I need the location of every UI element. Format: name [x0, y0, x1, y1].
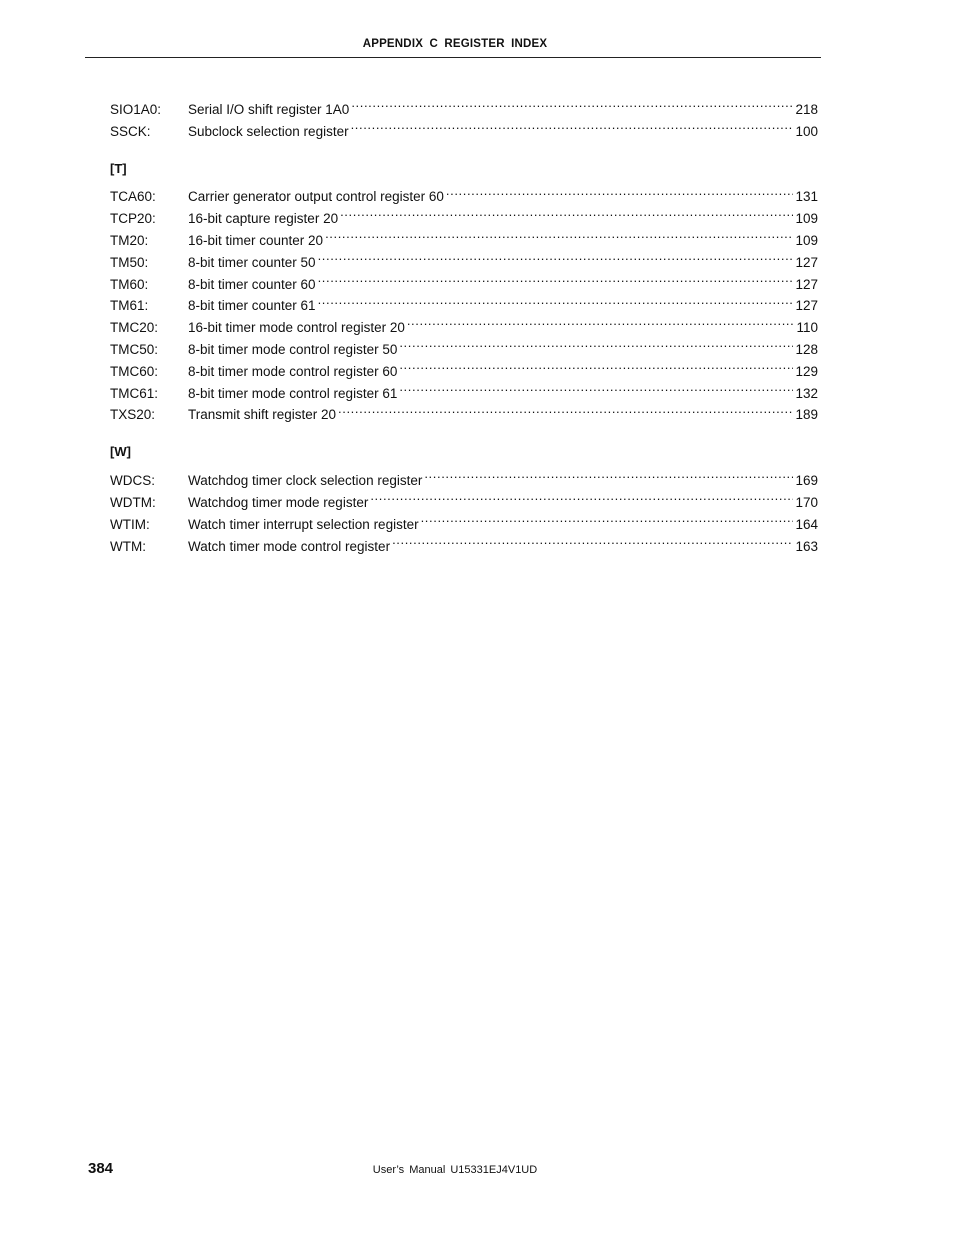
dot-leader — [351, 114, 794, 136]
page-reference: 127 — [795, 254, 818, 270]
register-description: 16-bit timer counter 20 — [188, 232, 324, 248]
dot-leader — [446, 180, 794, 202]
register-abbreviation: WTIM: — [110, 516, 150, 532]
dot-leader — [338, 398, 793, 420]
register-description: Watchdog timer clock selection register — [188, 473, 423, 489]
register-abbreviation: TCP20: — [110, 211, 156, 227]
dot-leader — [399, 332, 793, 354]
header-divider — [85, 57, 821, 58]
register-abbreviation: TM61: — [110, 298, 149, 314]
register-abbreviation: SSCK: — [110, 123, 151, 139]
dot-leader — [399, 376, 793, 398]
register-description: 8-bit timer mode control register 60 — [188, 363, 398, 379]
page-reference: 109 — [795, 232, 818, 248]
register-description: Watchdog timer mode register — [188, 494, 369, 510]
register-description: Carrier generator output control register 60 — [188, 189, 444, 205]
register-abbreviation: TCA60: — [110, 189, 156, 205]
dot-leader — [325, 223, 793, 245]
page-header-title: APPENDIX C REGISTER INDEX — [362, 38, 548, 50]
register-description: Serial I/O shift register 1A0 — [188, 101, 350, 117]
register-description: Watch timer mode control register — [188, 538, 391, 554]
dot-leader — [351, 92, 793, 114]
register-abbreviation: WDTM: — [110, 494, 156, 510]
page-reference: 131 — [795, 189, 818, 205]
register-description: Transmit shift register 20 — [188, 407, 337, 423]
page-reference: 163 — [795, 538, 818, 554]
footer-page-number: 384 — [88, 1160, 114, 1177]
page-reference: 127 — [795, 298, 818, 314]
page-reference: 169 — [795, 473, 818, 489]
page-reference: 109 — [795, 211, 818, 227]
page-reference: 132 — [795, 385, 818, 401]
index-entry — [110, 180, 818, 205]
register-description: Subclock selection register — [188, 123, 349, 139]
dot-leader — [370, 485, 793, 507]
register-description: 8-bit timer counter 60 — [188, 276, 316, 292]
page-reference: 218 — [795, 101, 818, 117]
register-abbreviation: TM50: — [110, 254, 149, 270]
dot-leader — [407, 310, 795, 332]
page-reference: 129 — [795, 363, 818, 379]
page-reference: 189 — [795, 407, 818, 423]
register-abbreviation: SIO1A0: — [110, 101, 162, 117]
dot-leader — [318, 267, 794, 289]
register-description: Watch timer interrupt selection register — [188, 516, 419, 532]
register-description: 16-bit timer mode control register 20 — [188, 320, 405, 336]
register-abbreviation: WTM: — [110, 538, 146, 554]
register-abbreviation: TMC50: — [110, 341, 159, 357]
register-abbreviation: TMC20: — [110, 320, 159, 336]
page-reference: 127 — [795, 276, 818, 292]
page-reference: 100 — [795, 123, 818, 139]
index-entry — [110, 92, 818, 117]
dot-leader — [421, 507, 794, 529]
footer-manual-id: User’s Manual U15331EJ4V1UD — [372, 1164, 538, 1176]
register-abbreviation: TMC61: — [110, 385, 159, 401]
register-abbreviation: TM20: — [110, 232, 149, 248]
register-index — [110, 92, 818, 554]
register-abbreviation: TXS20: — [110, 407, 156, 423]
section-heading: [T] — [110, 160, 127, 176]
register-description: 8-bit timer counter 50 — [188, 254, 316, 270]
dot-leader — [318, 245, 794, 267]
page-reference: 164 — [795, 516, 818, 532]
page-reference: 170 — [795, 494, 818, 510]
index-entry — [110, 463, 818, 489]
page-reference: 128 — [795, 341, 818, 357]
register-description: 8-bit timer mode control register 61 — [188, 385, 398, 401]
register-description: 16-bit capture register 20 — [188, 211, 339, 227]
register-abbreviation: WDCS: — [110, 473, 155, 489]
dot-leader — [340, 201, 793, 223]
dot-leader — [318, 289, 794, 311]
section-heading: [W] — [110, 444, 131, 460]
register-description: 8-bit timer mode control register 50 — [188, 341, 398, 357]
register-description: 8-bit timer counter 61 — [188, 298, 316, 314]
register-abbreviation: TMC60: — [110, 363, 159, 379]
register-abbreviation: TM60: — [110, 276, 149, 292]
dot-leader — [399, 354, 793, 376]
dot-leader — [392, 529, 793, 551]
page-reference: 110 — [796, 320, 818, 336]
dot-leader — [424, 463, 793, 485]
